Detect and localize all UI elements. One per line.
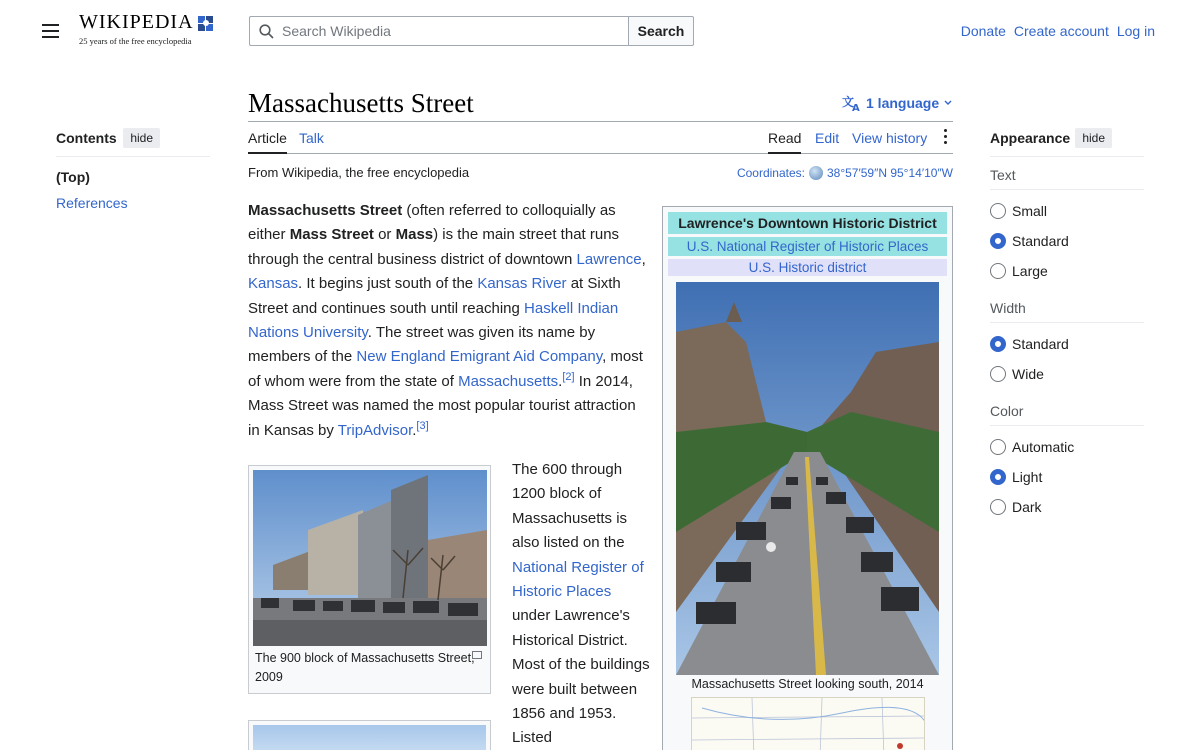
svg-text:文: 文 <box>842 95 855 109</box>
thumbnail-caption: The 900 block of Massachusetts Street, 2009 <box>255 651 475 684</box>
radio-label: Large <box>1012 263 1048 279</box>
donate-link[interactable]: Donate <box>960 23 1006 39</box>
radio-label: Standard <box>1012 336 1069 352</box>
toc-item-top[interactable]: (Top) <box>56 169 90 185</box>
radio-icon[interactable] <box>990 499 1006 515</box>
coordinates <box>737 166 953 180</box>
bold-term: Mass Street <box>289 226 374 244</box>
radio-icon[interactable] <box>990 203 1006 219</box>
page-tabs <box>248 130 953 154</box>
infobox-title: Lawrence's Downtown Historic District <box>668 212 947 234</box>
text-size-label: Text <box>990 157 1144 190</box>
radio-label: Wide <box>1012 366 1044 382</box>
main-menu-icon[interactable] <box>42 24 59 38</box>
bold-term: Mass <box>395 226 434 244</box>
color-automatic[interactable] <box>990 432 1144 462</box>
intro-text: , most of whom were from the state of <box>248 348 643 390</box>
text-size-large[interactable] <box>990 256 1144 286</box>
color-light[interactable] <box>990 462 1144 492</box>
toc-hide-button[interactable]: hide <box>123 128 160 148</box>
table-of-contents <box>56 128 210 211</box>
body-paragraph <box>512 458 652 750</box>
bold-term: Massachusetts Street <box>248 202 403 219</box>
language-count: 1 language <box>866 95 940 111</box>
enlarge-icon[interactable] <box>472 651 482 659</box>
radio-label: Automatic <box>1012 439 1075 455</box>
user-links <box>961 23 1155 39</box>
toc-item-references[interactable]: References <box>56 195 128 211</box>
logo-tagline: 25 years of the free encyclopedia <box>79 36 192 46</box>
language-button[interactable] <box>842 94 953 112</box>
more-tools-icon[interactable] <box>940 129 950 147</box>
reference-2[interactable]: [2] <box>562 370 575 383</box>
tab-view-history[interactable]: View history <box>852 130 928 146</box>
intro-text: . <box>558 372 563 390</box>
intro-text: In 2014, Mass Street was named the most popular tourist attraction in Kansas by <box>248 372 636 439</box>
link-haskell[interactable]: Haskell Indian Nations University <box>248 299 619 342</box>
page-title: Massachusetts Street <box>248 88 474 118</box>
text-size-small[interactable] <box>990 196 1144 226</box>
radio-label: Standard <box>1012 233 1069 249</box>
intro-paragraph <box>248 199 648 443</box>
street-photo-drawing <box>253 470 487 646</box>
width-label: Width <box>990 290 1144 323</box>
radio-icon[interactable] <box>990 439 1006 455</box>
link-kansas-river[interactable]: Kansas River <box>477 275 567 293</box>
second-thumbnail <box>248 720 491 750</box>
intro-text: . It begins just south of the <box>298 275 478 293</box>
radio-selected-icon[interactable] <box>990 336 1006 352</box>
search-form <box>249 16 694 46</box>
color-label: Color <box>990 393 1144 426</box>
appearance-panel <box>990 128 1144 522</box>
search-box[interactable] <box>249 16 628 46</box>
appearance-title: Appearance <box>990 130 1071 146</box>
intro-text: or <box>373 226 396 244</box>
text-size-standard[interactable] <box>990 226 1144 256</box>
globe-icon[interactable] <box>809 166 823 180</box>
logo-wordmark: WIKIPEDIA <box>79 11 194 33</box>
coordinates-label: Coordinates: <box>736 166 805 180</box>
tab-article[interactable]: Article <box>248 130 287 154</box>
translate-icon <box>842 94 862 112</box>
search-input[interactable] <box>282 23 602 39</box>
search-icon <box>259 24 274 39</box>
tab-talk[interactable]: Talk <box>299 130 324 146</box>
location-map-drawing <box>692 698 925 750</box>
link-nrhp[interactable]: National Register of Historic Places <box>512 558 644 601</box>
link-massachusetts[interactable]: Massachusetts <box>458 372 559 390</box>
log-in-link[interactable]: Log in <box>1116 23 1155 39</box>
link-kansas[interactable]: Kansas <box>248 275 299 293</box>
radio-label: Light <box>1012 469 1043 485</box>
width-standard[interactable] <box>990 329 1144 359</box>
width-wide[interactable] <box>990 359 1144 389</box>
radio-icon[interactable] <box>990 366 1006 382</box>
intro-text: at Sixth Street and continues south until reaching <box>248 275 621 317</box>
appearance-hide-button[interactable]: hide <box>1075 128 1112 148</box>
body-text: The 600 through 1200 block of Massachusetts is also listed on the <box>512 461 628 552</box>
infobox-district-link[interactable]: U.S. Historic district <box>668 259 947 276</box>
color-dark[interactable] <box>990 492 1144 522</box>
thumbnail-figure <box>248 465 491 694</box>
search-button[interactable]: Search <box>628 16 694 46</box>
intro-text: , <box>641 250 646 268</box>
tab-read[interactable]: Read <box>768 130 801 154</box>
svg-text:A: A <box>852 103 860 112</box>
wikipedia-logo[interactable] <box>79 11 216 46</box>
infobox-photo-caption: Massachusetts Street looking south, 2014 <box>691 677 924 691</box>
infobox-nrhp-link[interactable]: U.S. National Register of Historic Places <box>668 237 947 256</box>
link-emigrant-aid[interactable]: New England Emigrant Aid Company <box>356 348 603 366</box>
body-text: under Lawrence's Historical District. Most of the buildings were built between 1856 and 1953. Listed <box>512 607 650 747</box>
infobox <box>662 206 953 750</box>
link-lawrence[interactable]: Lawrence <box>576 250 642 268</box>
radio-selected-icon[interactable] <box>990 233 1006 249</box>
street-photo-drawing <box>676 282 939 675</box>
radio-label: Dark <box>1012 499 1042 515</box>
intro-text: . <box>412 421 417 439</box>
radio-icon[interactable] <box>990 263 1006 279</box>
radio-selected-icon[interactable] <box>990 469 1006 485</box>
intro-text: . The street was given its name by members of the <box>248 324 596 366</box>
intro-text: (often referred to colloquially as either <box>248 202 616 244</box>
site-subtitle: From Wikipedia, the free encyclopedia <box>248 165 470 180</box>
tab-edit[interactable]: Edit <box>815 130 840 146</box>
toc-title: Contents <box>56 130 117 146</box>
create-account-link[interactable]: Create account <box>1013 23 1109 39</box>
radio-label: Small <box>1012 203 1048 219</box>
coordinates-link[interactable]: 38°57′59″N 95°14′10″W <box>826 166 953 180</box>
second-thumbnail-image[interactable] <box>253 725 486 750</box>
reference-3[interactable]: [3] <box>416 419 429 432</box>
title-divider <box>248 121 953 122</box>
puzzle-globe-icon <box>196 13 216 33</box>
link-tripadvisor[interactable]: TripAdvisor <box>337 421 413 439</box>
location-map[interactable] <box>691 697 925 750</box>
chevron-down-icon <box>943 99 953 107</box>
street-photo-2014[interactable] <box>676 282 939 675</box>
street-photo-2009[interactable] <box>253 470 487 646</box>
intro-text: ) is the main street that runs through the central business district of downtown <box>248 226 620 268</box>
